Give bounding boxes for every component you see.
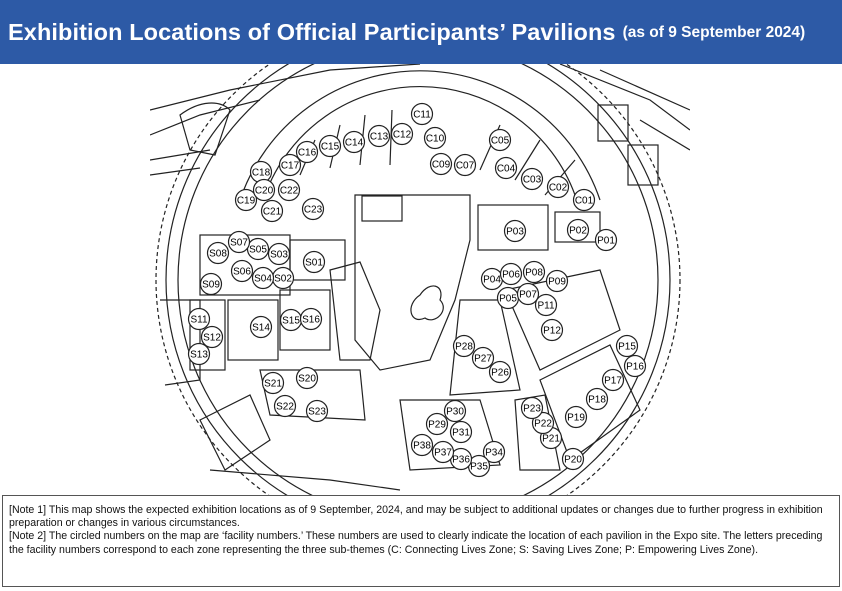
facility-marker-s12 [202,327,223,348]
facility-number: C19 [236,195,256,207]
facility-marker-s23 [307,401,328,422]
facility-marker-s08 [208,243,229,264]
facility-marker-p19 [566,407,587,428]
facility-marker-s20 [297,368,318,389]
facility-number: P18 [588,394,606,406]
facility-marker-p23 [522,398,543,419]
facility-marker-s03 [269,244,290,265]
facility-marker-p08 [524,262,545,283]
facility-number: P31 [452,427,470,439]
facility-number: S16 [302,314,320,326]
facility-marker-p31 [451,422,472,443]
facility-number: P34 [485,447,503,459]
facility-marker-p20 [563,449,584,470]
facility-marker-c17 [280,155,301,176]
facility-number: C02 [548,182,568,194]
facility-number: P30 [446,406,464,418]
note-1: [Note 1] This map shows the expected exhibition locations as of 9 September, 2024, and may be subject to additional updates or changes due to further progress in exhibition preparation or changes in various circumstances. [9,504,823,530]
facility-marker-c05 [490,130,511,151]
facility-number: C18 [251,167,271,179]
facility-number: C12 [392,129,412,141]
facility-number: P06 [502,269,520,281]
facility-markers [189,104,646,477]
facility-marker-p17 [603,370,624,391]
facility-marker-s06 [232,261,253,282]
facility-number: P17 [604,375,622,387]
facility-marker-c14 [344,132,365,153]
notes-box [2,495,840,587]
facility-marker-p18 [587,389,608,410]
facility-marker-s16 [301,309,322,330]
facility-marker-c21 [262,201,283,222]
facility-number: P04 [483,274,501,286]
facility-marker-c03 [522,169,543,190]
facility-number: P03 [506,226,524,238]
facility-number: S13 [190,349,208,361]
facility-marker-s09 [201,274,222,295]
facility-number: S14 [252,322,270,334]
facility-number: C09 [431,159,451,171]
facility-marker-c09 [431,154,452,175]
facility-marker-c02 [548,177,569,198]
facility-number: P35 [470,461,488,473]
facility-marker-p26 [490,362,511,383]
facility-marker-p29 [427,414,448,435]
facility-number: C03 [522,174,542,186]
facility-marker-c15 [320,136,341,157]
facility-number: P27 [474,353,492,365]
facility-marker-s13 [189,344,210,365]
facility-number: C16 [297,147,317,159]
facility-marker-p28 [454,336,475,357]
facility-marker-s05 [248,239,269,260]
facility-marker-p12 [542,320,563,341]
facility-number: C15 [320,141,340,153]
facility-number: P16 [626,361,644,373]
facility-number: S11 [190,314,208,326]
facility-marker-p02 [568,220,589,241]
facility-number: S08 [209,248,227,260]
facility-number: C11 [413,109,431,121]
facility-number: C14 [344,137,364,149]
facility-marker-p38 [412,435,433,456]
facility-number: P22 [534,418,552,430]
facility-marker-p04 [482,269,503,290]
facility-number: S05 [249,244,267,256]
facility-number: C13 [369,131,389,143]
facility-number: S04 [254,273,272,285]
facility-number: S15 [282,315,300,327]
page-subtitle: (as of 9 September 2024) [622,24,806,41]
facility-number: S03 [270,249,288,261]
facility-marker-p09 [547,271,568,292]
facility-marker-s22 [275,396,296,417]
title-banner [0,0,842,64]
site-outlines [150,64,690,495]
note-2: [Note 2] The circled numbers on the map are ‘facility numbers.’ These numbers are used to clearly indicate the location of each pavilion in the Expo site. The letters preceding the facility numbers correspond to each zone representing the three sub-themes (C: Connecting Lives Zone; S: Saving Lives Zone; P: Empowering Lives Zone). [9,530,823,556]
facility-marker-p01 [596,230,617,251]
facility-number: P38 [413,440,431,452]
facility-marker-p03 [505,221,526,242]
facility-marker-c13 [369,126,390,147]
facility-marker-c01 [574,190,595,211]
facility-number: P11 [537,300,555,312]
facility-marker-s11 [189,309,210,330]
facility-number: S02 [274,273,292,285]
facility-marker-p11 [536,295,557,316]
facility-number: P02 [569,225,587,237]
facility-number: P08 [525,267,543,279]
facility-number: S09 [202,279,220,291]
facility-number: P26 [491,367,509,379]
facility-marker-p15 [617,336,638,357]
facility-number: C20 [254,185,274,197]
facility-marker-c04 [496,158,517,179]
facility-number: S20 [298,373,316,385]
page-title: Exhibition Locations of Official Participants’ Pavilions [8,18,616,45]
facility-number: C10 [425,133,445,145]
facility-number: P23 [523,403,541,415]
facility-number: C23 [303,204,323,216]
facility-number: P12 [543,325,561,337]
facility-marker-p27 [473,348,494,369]
facility-number: C17 [280,160,300,172]
facility-number: S23 [308,406,326,418]
facility-number: P37 [434,447,452,459]
facility-number: P05 [499,293,517,305]
facility-marker-s07 [229,232,250,253]
facility-marker-c20 [254,180,275,201]
facility-marker-c12 [392,124,413,145]
facility-number: C04 [496,163,516,175]
facility-marker-c16 [297,142,318,163]
facility-marker-p16 [625,356,646,377]
facility-number: C22 [279,185,299,197]
facility-number: P01 [597,235,615,247]
facility-number: P28 [455,341,473,353]
facility-marker-c22 [279,180,300,201]
facility-marker-c11 [412,104,433,125]
facility-marker-c23 [303,199,324,220]
facility-marker-c10 [425,128,446,149]
facility-number: S12 [203,332,221,344]
facility-marker-s21 [263,373,284,394]
facility-number: P09 [548,276,566,288]
facility-number: S22 [276,401,294,413]
facility-marker-p37 [433,442,454,463]
facility-number: C01 [574,195,594,207]
facility-number: C05 [490,135,510,147]
facility-marker-p06 [501,264,522,285]
facility-marker-p05 [498,288,519,309]
facility-marker-s15 [281,310,302,331]
facility-number: S06 [233,266,251,278]
facility-number: C21 [262,206,282,218]
facility-marker-p30 [445,401,466,422]
facility-number: P29 [428,419,446,431]
facility-marker-c07 [455,155,476,176]
facility-number: P15 [618,341,636,353]
facility-number: S01 [305,257,323,269]
facility-number: C07 [455,160,475,172]
facility-number: P36 [452,454,470,466]
facility-number: S21 [264,378,282,390]
facility-number: P19 [567,412,585,424]
facility-marker-p07 [518,284,539,305]
facility-number: P07 [519,289,537,301]
facility-marker-s14 [251,317,272,338]
expo-site-map [150,64,690,495]
facility-marker-s02 [273,268,294,289]
facility-number: P20 [564,454,582,466]
facility-number: S07 [230,237,248,249]
facility-marker-s04 [253,268,274,289]
facility-number: P21 [542,433,560,445]
facility-marker-s01 [304,252,325,273]
